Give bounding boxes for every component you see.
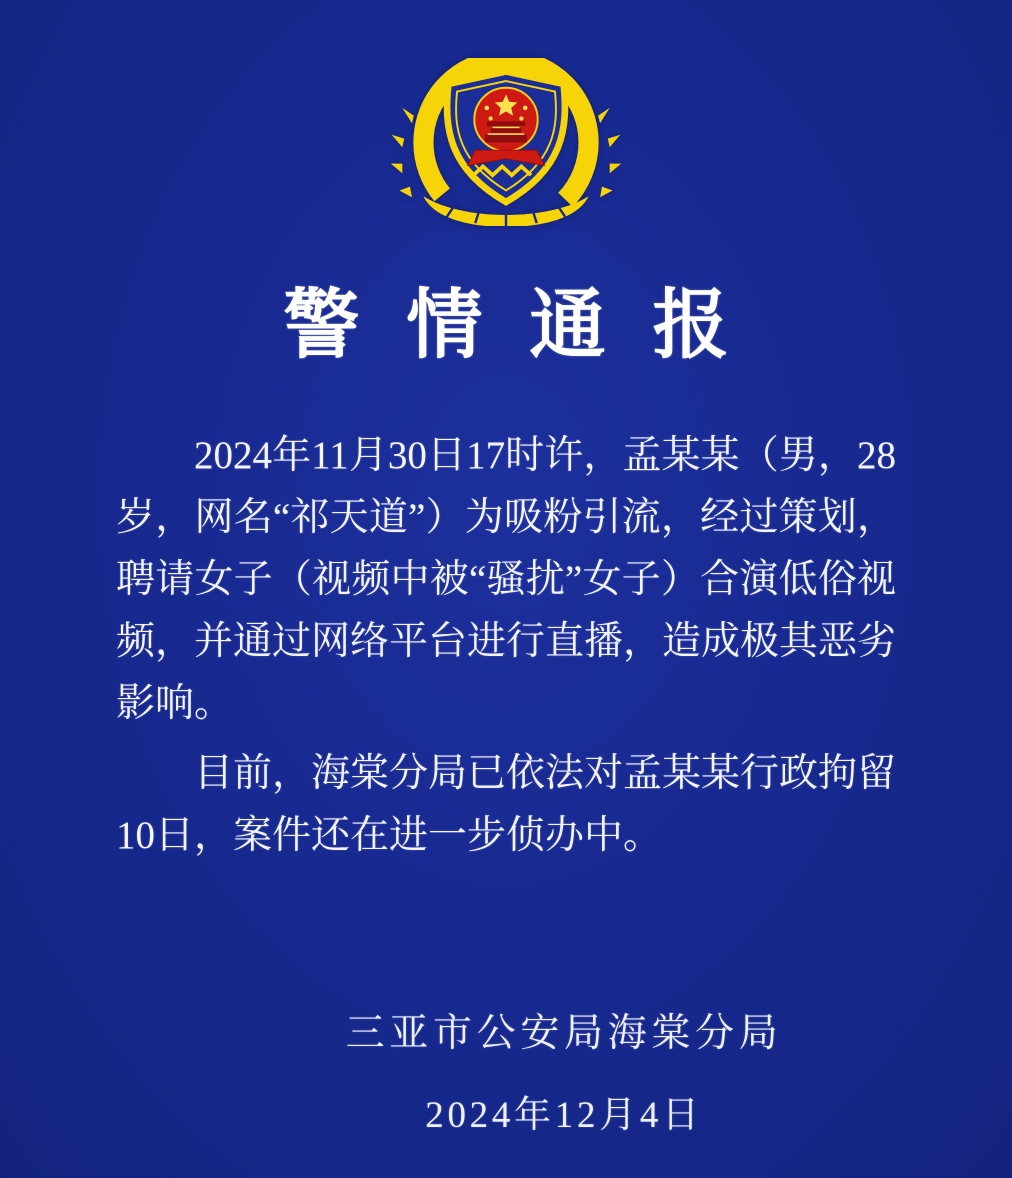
notice-title: 警情通报 xyxy=(283,284,776,368)
notice-body xyxy=(116,425,896,867)
issue-date: 2024年12月4日 xyxy=(425,1095,703,1136)
notice-paragraph-1: 2024年11月30日17时许，孟某某（男，28岁，网名“祁天道”）为吸粉引流，经过策划，聘请女子（视频中被“骚扰”女子）合演低俗视频，并通过网络平台进行直播，造成极其恶劣影响。 xyxy=(116,434,897,725)
issuing-authority: 三亚市公安局海棠分局 xyxy=(345,1012,783,1055)
notice-footer xyxy=(0,1002,1012,1138)
notice-paragraph-2: 目前，海棠分局已依法对孟某某行政拘留10日，案件还在进一步侦办中。 xyxy=(116,752,897,857)
emblem-container xyxy=(0,0,1012,226)
police-badge-icon xyxy=(390,58,622,226)
